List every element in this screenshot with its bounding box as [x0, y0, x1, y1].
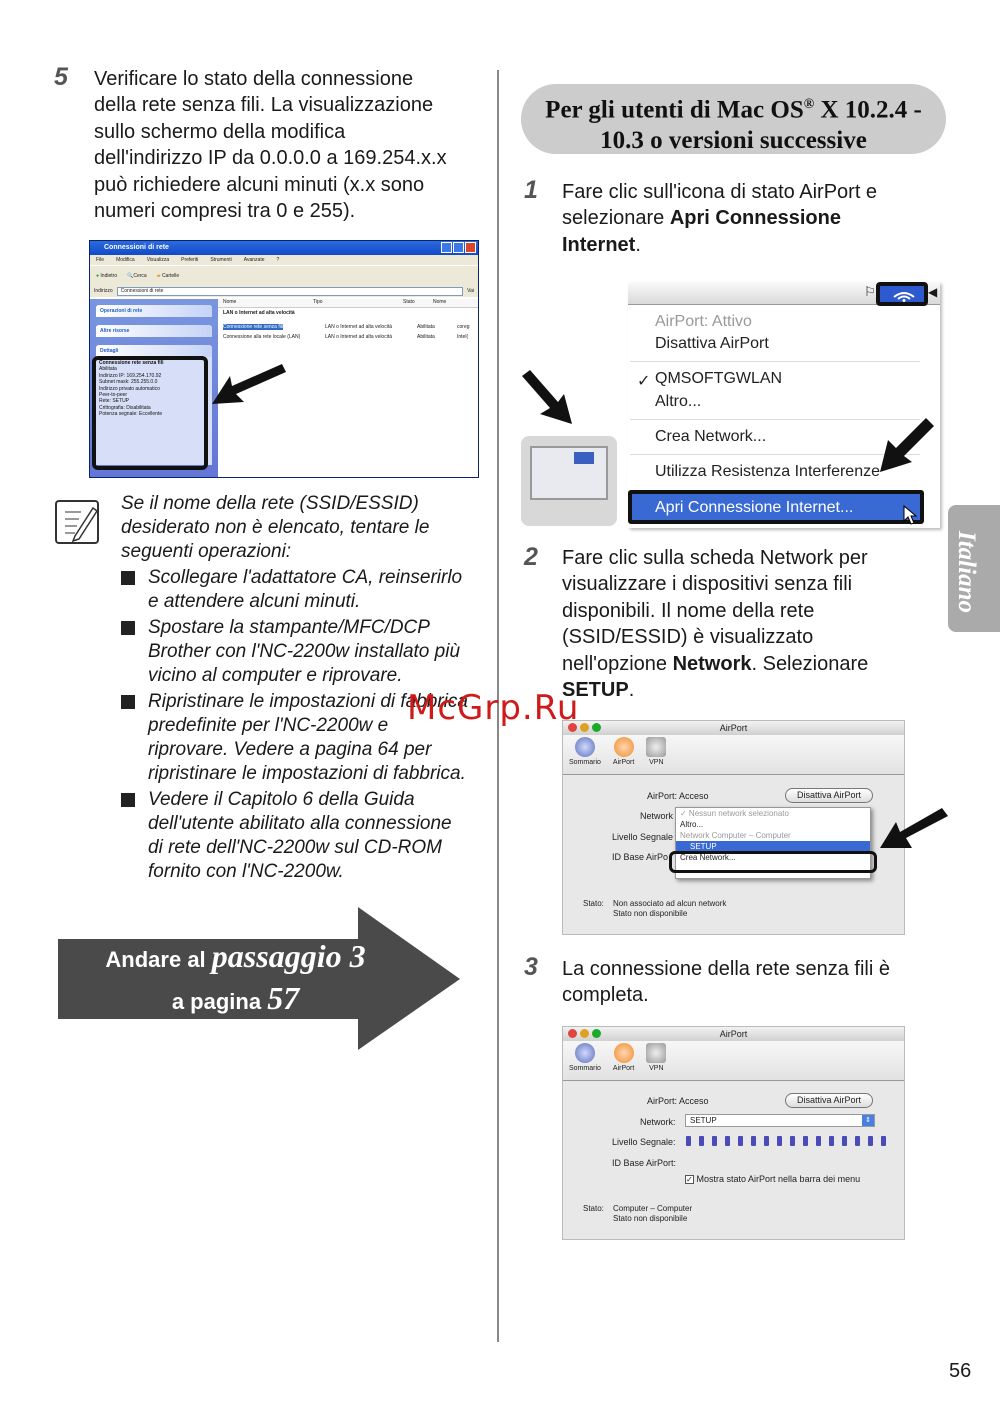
back-arrow-icon: ● — [96, 272, 100, 279]
airport-prefs-window-1: AirPort Sommario AirPort VPN AirPort: Acceso Disattiva AirPort Network Livello Segnale ID Base AirPo ✓ Nessun network selezionato Altro... Network Computer – Computer SETUP Crea Network... Stato: Non associato ad alcun network Stato non disponibile — [562, 720, 905, 935]
menu-bar — [628, 282, 940, 305]
go-button[interactable]: Vai — [467, 288, 474, 294]
section-header: Per gli utenti di Mac OS® X 10.2.4 - 10.3 o versioni successive — [521, 84, 946, 154]
menu-favorites[interactable]: Preferiti — [181, 257, 199, 263]
turn-off-airport-button[interactable]: Disattiva AirPort — [785, 788, 873, 803]
list-item[interactable]: Connessione alla rete locale (LAN) LAN o Internet ad alta velocità Abilitata Intel( — [223, 334, 469, 340]
menu-view[interactable]: Visualizza — [146, 257, 170, 263]
menu-tools[interactable]: Strumenti — [210, 257, 232, 263]
network-qmsoftgwlan-item[interactable]: QMSOFTGWLAN — [655, 370, 783, 387]
search-icon: 🔍 — [127, 272, 134, 279]
group-heading: LAN o Internet ad alta velocità — [223, 310, 295, 316]
lock-icon — [646, 1043, 666, 1063]
close-icon[interactable] — [568, 1029, 577, 1038]
list-item[interactable]: Connessione rete senza fili LAN o Internet ad alta velocità Abilitata coreg — [223, 324, 470, 330]
volume-icon: ◀ — [928, 285, 938, 299]
signal-level-bars — [686, 1136, 886, 1146]
turn-off-airport-item[interactable]: Disattiva AirPort — [655, 335, 769, 352]
setup-network-option[interactable]: SETUP — [676, 841, 870, 852]
prefs-toolbar — [563, 735, 904, 775]
details-content: Connessione rete senza fili Abilitata Indirizzo IP: 169.254.170.92 Subnet mask: 255.255.0.0 Indirizzo privato automatico Peer-to-peer Rete: SETUP Crittografia: Disabilitata Potenza segnale: Eccellente — [96, 357, 212, 465]
airport-icon — [614, 1043, 634, 1063]
folders-button[interactable]: ▰ Cartelle — [156, 272, 180, 279]
mouse-cursor-icon — [903, 505, 917, 525]
checkmark-icon: ✓ — [637, 373, 651, 390]
network-dropdown-menu: ✓ Nessun network selezionato Altro... Network Computer – Computer SETUP Crea Network... — [675, 807, 871, 879]
menu-bar-highlight — [574, 452, 594, 464]
network-select[interactable]: SETUP ⇕ — [685, 1114, 875, 1127]
maximize-icon[interactable] — [453, 242, 464, 253]
menu-file[interactable]: File — [96, 257, 105, 263]
menu-help[interactable]: ? — [276, 257, 280, 263]
step-5-text: Verificare lo stato della connessione della rete senza fili. La visualizzazione sullo schermo della modifica dell'indirizzo IP da 0.0.0.0 a 169.254.x.x può richiedere alcuni minuti (x.x sono numeri compresi tra 0 e 255). — [94, 68, 447, 223]
setup-highlight — [669, 851, 877, 873]
menu-advanced[interactable]: Avanzate — [243, 257, 265, 263]
airport-status-label: AirPort: Attivo — [655, 313, 752, 330]
xp-menu-bar — [90, 255, 478, 265]
minimize-icon[interactable] — [441, 242, 452, 253]
note-item: Scollegare l'adattatore CA, reinserirlo e attendere alcuni minuti. — [121, 566, 476, 614]
show-status-checkbox[interactable]: ✓ Mostra stato AirPort nella barra dei menu — [686, 1174, 861, 1184]
step-3-number: 3 — [524, 953, 538, 981]
note-box: Se il nome della rete (SSID/ESSID) desiderato non è elencato, tentare le seguenti operazioni: Scollegare l'adattatore CA, reinserirlo e attendere alcuni minuti. Spostare la stampante/MFC/DCP Brother con l'NC-2200w installato più vicino al computer e riprovare. Ripristinare le impostazioni di fabbrica predefinite per l'NC-2200w e riprovare. Vedere a pagina 64 per ripristinare le impostazioni di fabbrica. Vedere il Capitolo 6 della Guida dell'utente abilitato alla connessione di rete dell'NC-2200w sul CD-ROM fornito con l'NC-2200w. — [121, 492, 476, 884]
go-to-text: Andare al passaggio 3 a pagina 57 — [105, 938, 366, 1016]
xp-title-bar: Connessioni di rete — [90, 241, 478, 255]
tab-airport[interactable]: AirPort — [613, 737, 634, 774]
pointer-arrow-icon — [876, 416, 936, 476]
xp-toolbar — [90, 265, 478, 285]
step-3-text: La connessione della rete senza fili è completa. — [562, 958, 890, 1007]
language-tab: Italiano — [948, 505, 1000, 632]
interference-robustness-item[interactable]: Utilizza Resistenza Interferenze — [655, 463, 880, 480]
minimize-icon[interactable] — [580, 1029, 589, 1038]
other-network-item[interactable]: Altro... — [655, 393, 702, 410]
folder-icon: ▰ — [156, 272, 161, 279]
tab-airport[interactable]: AirPort — [613, 1043, 634, 1080]
airport-icon — [614, 737, 634, 757]
note-item: Spostare la stampante/MFC/DCP Brother con l'NC-2200w installato più vicino al computer e riprovare. — [121, 616, 476, 688]
tab-summary[interactable]: Sommario — [569, 1043, 601, 1080]
network-tasks-panel[interactable]: Operazioni di rete — [96, 305, 212, 317]
watermark: McGrp.Ru — [407, 688, 580, 728]
tab-vpn[interactable]: VPN — [646, 1043, 666, 1080]
minimize-icon[interactable] — [580, 723, 589, 732]
tab-vpn[interactable]: VPN — [646, 737, 666, 774]
step-1-number: 1 — [524, 176, 538, 204]
pointer-arrow-icon — [520, 366, 580, 428]
search-button[interactable]: 🔍Cerca — [127, 272, 147, 279]
window-title-bar: AirPort — [563, 1027, 904, 1041]
create-network-item[interactable]: Crea Network... — [655, 428, 767, 445]
details-highlight — [92, 356, 208, 470]
prefs-toolbar — [563, 1041, 904, 1081]
tab-summary[interactable]: Sommario — [569, 737, 601, 774]
airport-status-icon[interactable] — [876, 282, 928, 306]
airport-prefs-window-2: AirPort Sommario AirPort VPN AirPort: Acceso Disattiva AirPort Network: SETUP ⇕ Livello Segnale: ID Base AirPort: ✓ Mostra stato AirPort nella barra dei menu Stato: Computer – Computer Stato non disponibile — [562, 1026, 905, 1240]
close-icon[interactable] — [465, 242, 476, 253]
globe-icon — [575, 1043, 595, 1063]
back-button[interactable]: ● Indietro — [96, 272, 118, 279]
pointer-arrow-icon — [208, 362, 288, 412]
address-bar: Indirizzo Connessioni di rete Vai — [90, 285, 478, 297]
script-icon: ⚐ — [864, 284, 876, 299]
details-panel[interactable]: Dettagli — [96, 345, 212, 357]
stepper-icon: ⇕ — [862, 1115, 874, 1126]
turn-off-airport-button[interactable]: Disattiva AirPort — [785, 1093, 873, 1108]
window-title-bar: AirPort — [563, 721, 904, 735]
list-header: Nome Tipo Stato Nome — [218, 299, 478, 308]
step-2-number: 2 — [524, 543, 538, 571]
step-2-text: Fare clic sulla scheda Network per visualizzare i dispositivi senza fili disponibili. Il nome della rete (SSID/ESSID) è visualizzato nell'opzione Network. Selezionare SETUP. — [562, 547, 869, 702]
step-5-number: 5 — [54, 63, 68, 91]
mac-screen — [530, 446, 608, 500]
pointer-arrow-icon — [878, 806, 950, 852]
note-item: Vedere il Capitolo 6 della Guida dell'utente abilitato alla connessione di rete dell'NC-2200w sul CD-ROM fornito con l'NC-2200w. — [121, 788, 476, 884]
open-internet-connect-item[interactable]: Apri Connessione Internet... — [655, 499, 854, 516]
zoom-icon[interactable] — [592, 723, 601, 732]
lock-icon — [646, 737, 666, 757]
note-item: Ripristinare le impostazioni di fabbrica predefinite per l'NC-2200w e riprovare. Vedere a pagina 64 per ripristinare le impostazioni di fabbrica. — [121, 690, 476, 786]
globe-icon — [575, 737, 595, 757]
other-places-panel[interactable]: Altre risorse — [96, 325, 212, 337]
menu-separator — [630, 361, 920, 362]
step-1-text: Fare clic sull'icona di stato AirPort e selezionare Apri Connessione Internet. — [562, 181, 878, 256]
address-input[interactable]: Connessioni di rete — [117, 287, 464, 296]
menu-edit[interactable]: Modifica — [116, 257, 135, 263]
page-number: 56 — [949, 1360, 972, 1382]
checkbox-check-icon: ✓ — [686, 1175, 693, 1184]
zoom-icon[interactable] — [592, 1029, 601, 1038]
note-pencil-icon — [55, 500, 99, 544]
